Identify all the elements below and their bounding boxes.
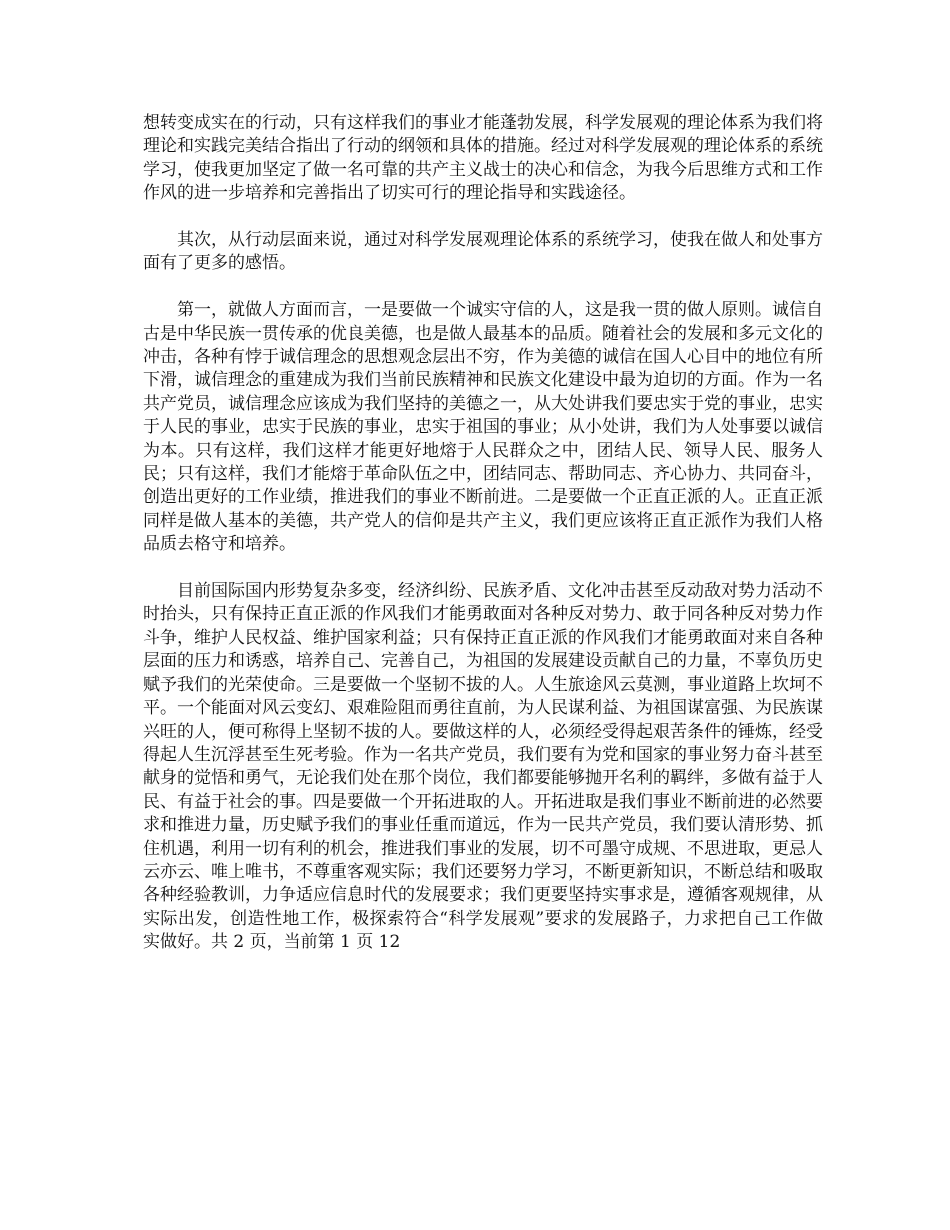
document-page (143, 112, 823, 978)
paragraph-2: 其次，从行动层面来说，通过对科学发展观理论体系的系统学习，使我在做人和处事方面有了更多的感悟。 (143, 230, 823, 274)
paragraph-4-text: 目前国际国内形势复杂多变，经济纠纷、民族矛盾、文化冲击甚至反动敌对势力活动不时抬头，只有保持正直正派的作风我们才能勇敢面对各种反对势力、敢于同各种反对势力作斗争，维护人民权益、维护国家利益；只有保持正直正派的作风我们才能勇敢面对来自各种层面的压力和诱惑，培养自己、完善自己，为祖国的发展建设贡献自己的力量，不辜负历史赋予我们的光荣使命。三是要做一个坚韧不拔的人。人生旅途风云莫测，事业道路上坎坷不平。一个能面对风云变幻、艰难险阻而勇往直前，为人民谋利益、为祖国谋富强、为民族谋兴旺的人，便可称得上坚韧不拔的人。要做这样的人，必须经受得起艰苦条件的锤炼，经受得起人生沉浮甚至生死考验。作为一名共产党员，我们要有为党和国家的事业努力奋斗甚至献身的觉悟和勇气，无论我们处在那个岗位，我们都要能够抛开名利的羁绊，多做有益于人民、有益于社会的事。四是要做一个开拓进取的人。开拓进取是我们事业不断前进的必然要求和推进力量，历史赋予我们的事业任重而道远，作为一民共产党员，我们要认清形势、抓住机遇，利用一切有利的机会，推进我们事业的发展，切不可墨守成规、不思进取，更忌人云亦云、唯上唯书，不尊重客观实际；我们还要努力学习，不断更新知识，不断总结和吸取各种经验教训，力争适应信息时代的发展要求；我们更要坚持实事求是，遵循客观规律，从实际出发，创造性地工作，极探索符合“科学发展观”要求的发展路子，力求把自己工作做实做好。 (143, 581, 823, 953)
paragraph-3: 第一，就做人方面而言，一是要做一个诚实守信的人，这是我一贯的做人原则。诚信自古是中华民族一贯传承的优良美德，也是做人最基本的品质。随着社会的发展和多元文化的冲击，各种有悖于诚信理念的思想观念层出不穷，作为美德的诚信在国人心目中的地位有所下滑，诚信理念的重建成为我们当前民族精神和民族文化建设中最为迫切的方面。作为一名共产党员，诚信理念应该成为我们坚持的美德之一，从大处讲我们要忠实于党的事业，忠实于人民的事业，忠实于民族的事业，忠实于祖国的事业；从小处讲，我们为人处事要以诚信为本。只有这样，我们这样才能更好地熔于人民群众之中，团结人民、领导人民、服务人民；只有这样，我们才能熔于革命队伍之中，团结同志、帮助同志、齐心协力、共同奋斗，创造出更好的工作业绩，推进我们的事业不断前进。二是要做一个正直正派的人。正直正派同样是做人基本的美德，共产党人的信仰是共产主义，我们更应该将正直正派作为我们人格品质去格守和培养。 (143, 300, 823, 555)
paragraph-1: 想转变成实在的行动，只有这样我们的事业才能蓬勃发展，科学发展观的理论体系为我们将理论和实践完美结合指出了行动的纲领和具体的措施。经过对科学发展观的理论体系的系统学习，使我更加坚定了做一名可靠的共产主义战士的决心和信念，为我今后思维方式和工作作风的进一步培养和完善指出了切实可行的理论指导和实践途径。 (143, 113, 823, 204)
page-indicator: 共 2 页，当前第 1 页 12 (211, 932, 401, 953)
paragraph-4 (143, 580, 823, 955)
